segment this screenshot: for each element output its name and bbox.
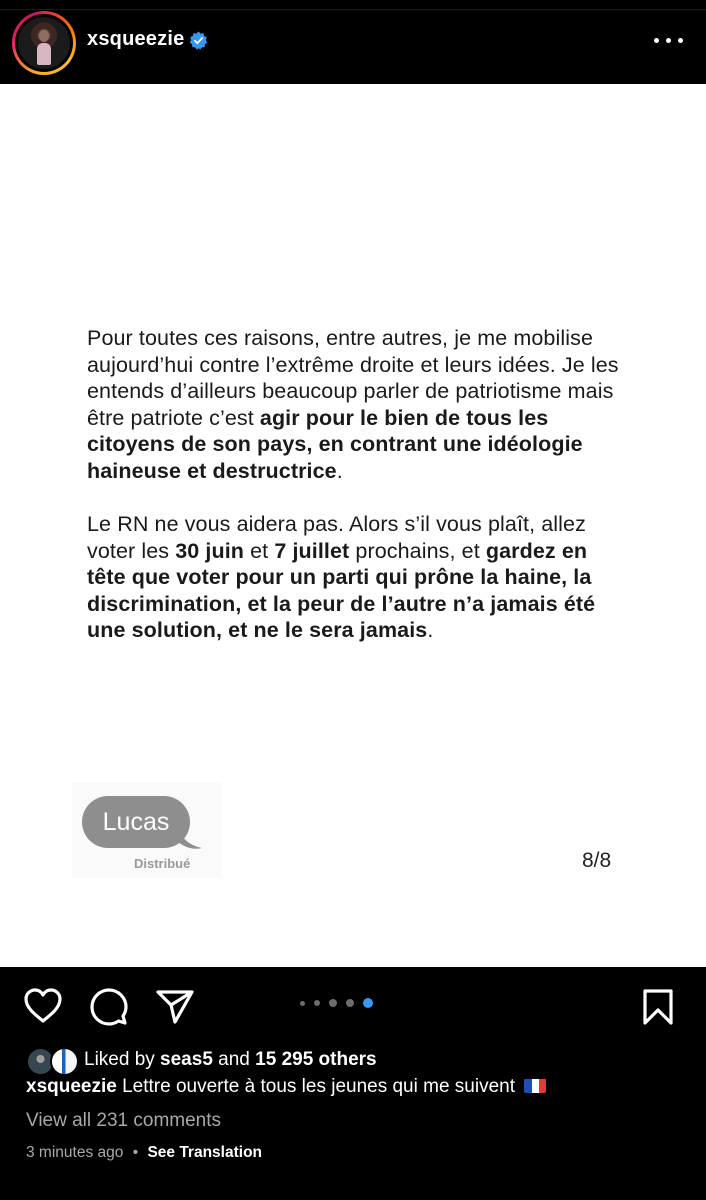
message-bubble-screenshot [72, 782, 222, 878]
carousel-dot [346, 999, 354, 1007]
liked-by-user-link[interactable]: seas5 [160, 1049, 213, 1070]
view-comments-link[interactable]: View all 231 comments [26, 1110, 222, 1131]
avatar[interactable] [12, 11, 76, 75]
carousel-dot [314, 1000, 320, 1006]
letter-paragraph-2 [87, 511, 627, 644]
letter-text: Le RN ne vous aidera pas. Alors s’il vous plaît, allez voter les [87, 512, 586, 563]
post-image[interactable] [0, 84, 706, 967]
letter-paragraph-1 [87, 325, 627, 484]
bubble-tail [178, 828, 204, 850]
letter-text: . [427, 618, 434, 642]
likes-row [26, 1045, 706, 1075]
see-translation-link[interactable]: See Translation [147, 1144, 263, 1161]
letter-text: Pour toutes ces raisons, entre autres, je me mobilise aujourd’hui contre l’extrême droite et leurs idées. Je les entends d’ailleurs beaucoup parler de patriotisme mais être patriote c’est [87, 326, 619, 430]
likes-summary: Liked by seas5 and 15 295 others [84, 1049, 377, 1070]
france-flag-icon [524, 1078, 546, 1093]
letter-emphasis: 30 juin [175, 538, 245, 563]
more-options-icon[interactable] [654, 36, 684, 46]
carousel-dot [363, 998, 373, 1008]
letter-emphasis: agir pour le bien de tous les citoyens de son pays, en contrant une idéologie haineuse et destructrice [87, 405, 583, 483]
page-indicator: 8/8 [582, 849, 612, 872]
caption-username[interactable]: xsqueezie [26, 1076, 117, 1097]
post-letter-text [87, 325, 627, 644]
letter-text: . [336, 458, 343, 483]
username[interactable]: xsqueezie [87, 28, 185, 50]
bookmark-icon[interactable] [641, 988, 675, 1026]
timestamp: 3 minutes ago [26, 1144, 124, 1161]
verified-badge-icon [189, 31, 208, 50]
heart-icon[interactable] [23, 987, 63, 1025]
post-meta [26, 1144, 262, 1162]
carousel-dot [300, 1001, 305, 1006]
likes-count-link[interactable]: 15 295 others [255, 1049, 377, 1070]
liker-avatar[interactable] [50, 1047, 79, 1076]
letter-emphasis: gardez en tête que voter pour un parti qui prône la haine, la discrimination, et la peur de l’autre n’a jamais été une solution, et ne le sera jamais [87, 538, 596, 642]
comment-icon[interactable] [89, 987, 129, 1027]
separator-dot: • [132, 1144, 139, 1161]
carousel-dot [329, 999, 337, 1007]
delivery-status: Distribué [134, 856, 191, 871]
carousel-indicator [300, 998, 380, 1008]
status-bar-strip [0, 0, 706, 10]
message-bubble: Lucas [82, 796, 190, 848]
post-caption [26, 1076, 696, 1098]
caption-text: Lettre ouverte à tous les jeunes qui me suivent [116, 1076, 516, 1097]
letter-text: prochains, et [349, 538, 486, 563]
post-header [0, 10, 706, 83]
letter-text: et [244, 538, 275, 563]
avatar-image [18, 17, 70, 69]
send-icon[interactable] [155, 989, 195, 1025]
letter-emphasis: 7 juillet [274, 538, 350, 563]
